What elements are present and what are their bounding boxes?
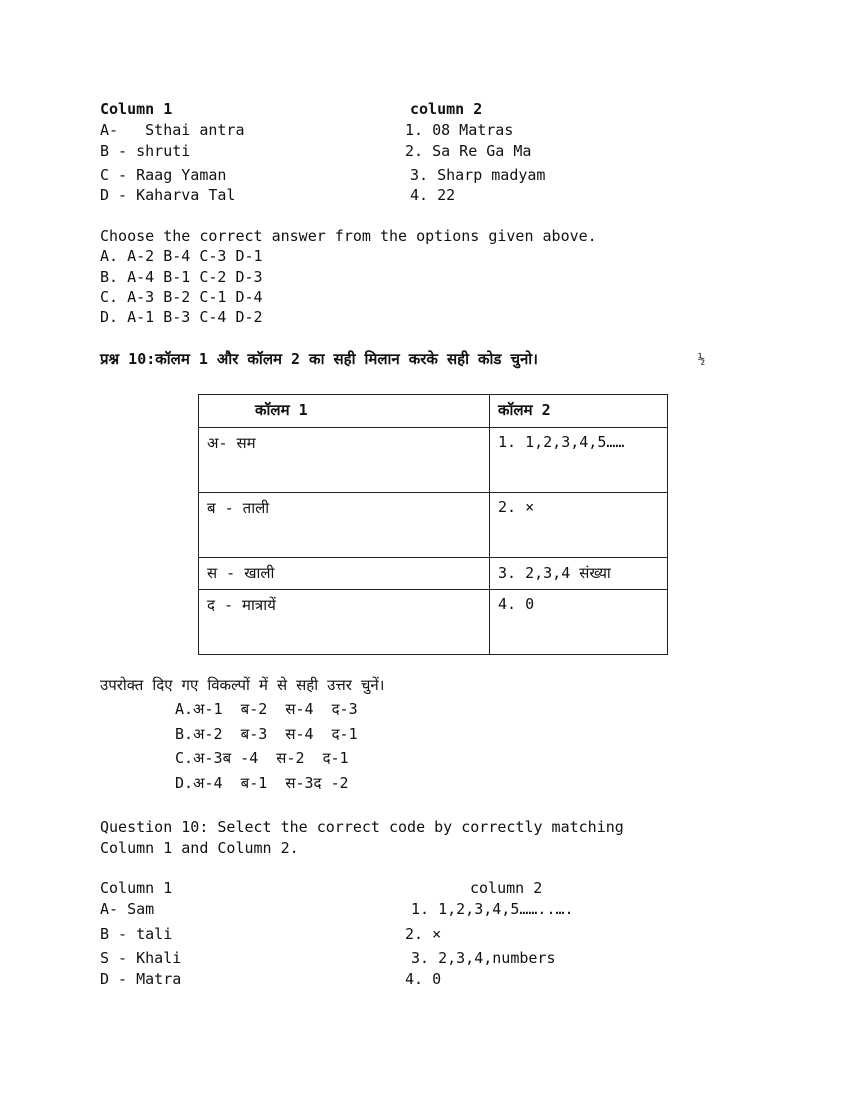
table-header-row: [199, 395, 668, 428]
choose-instruction: Choose the correct answer from the options given above.: [100, 227, 597, 245]
match-row-col2: 2. Sa Re Ga Ma: [405, 142, 532, 160]
hindi-instruction: उपरोक्त दिए गए विकल्पों में से सही उत्तर चुनें।: [100, 676, 385, 694]
match-row-col1: B - shruti: [100, 142, 191, 160]
answer-option: B. A-4 B-1 C-2 D-3: [100, 268, 263, 286]
table-cell: ब - ताली: [199, 493, 490, 558]
match-row-col1: C - Raag Yaman: [100, 166, 227, 184]
table-cell: स - खाली: [199, 558, 490, 590]
table-row: [199, 590, 668, 655]
col2-heading: column 2: [410, 100, 483, 118]
table-cell: 2. ×: [490, 493, 668, 558]
answer-option: D. A-1 B-3 C-4 D-2: [100, 308, 263, 326]
col1-heading: Column 1: [100, 100, 173, 118]
match-row-col2: 4. 22: [410, 186, 456, 204]
table-header-cell: कॉलम 2: [490, 395, 668, 428]
hindi-option: A.अ-1 ब-2 स-4 द-3: [175, 700, 358, 718]
col2-heading: column 2: [470, 879, 543, 897]
table-cell: द - मात्रायें: [199, 590, 490, 655]
table-header-cell: कॉलम 1: [199, 395, 490, 428]
match-row-col2: 1. 1,2,3,4,5……..….: [411, 900, 574, 918]
match-row-col2: 2. ×: [405, 925, 442, 943]
table-cell: 1. 1,2,3,4,5……: [490, 428, 668, 493]
table-row: [199, 493, 668, 558]
match-row-col1: A- Sthai antra: [100, 121, 245, 139]
table-cell: अ- सम: [199, 428, 490, 493]
match-row-col2: 3. Sharp madyam: [410, 166, 546, 184]
match-row-col2: 4. 0: [405, 970, 442, 988]
match-row-col2: 1. 08 Matras: [405, 121, 514, 139]
answer-option: A. A-2 B-4 C-3 D-1: [100, 247, 263, 265]
table-row: [199, 558, 668, 590]
match-row-col1: B - tali: [100, 925, 173, 943]
match-row-col1: D - Matra: [100, 970, 182, 988]
table-row: [199, 428, 668, 493]
hindi-question-title: प्रश्न 10:कॉलम 1 और कॉलम 2 का सही मिलान करके सही कोड चुनो।: [100, 350, 538, 368]
table-cell: 4. 0: [490, 590, 668, 655]
hindi-match-table: [198, 394, 668, 655]
match-row-col1: S - Khali: [100, 949, 182, 967]
hindi-option: D.अ-4 ब-1 स-3द -2: [175, 774, 349, 792]
match-row-col1: D - Kaharva Tal: [100, 186, 236, 204]
table-cell: 3. 2,3,4 संख्या: [490, 558, 668, 590]
marks-label: ½: [698, 352, 706, 366]
col1-heading: Column 1: [100, 879, 173, 897]
hindi-option: B.अ-2 ब-3 स-4 द-1: [175, 725, 358, 743]
answer-option: C. A-3 B-2 C-1 D-4: [100, 288, 263, 306]
english-question-title: Question 10: Select the correct code by correctly matching: [100, 818, 624, 836]
hindi-option: C.अ-3ब -4 स-2 द-1: [175, 749, 349, 767]
english-question-title-cont: Column 1 and Column 2.: [100, 839, 299, 857]
match-row-col2: 3. 2,3,4,numbers: [411, 949, 556, 967]
match-row-col1: A- Sam: [100, 900, 155, 918]
